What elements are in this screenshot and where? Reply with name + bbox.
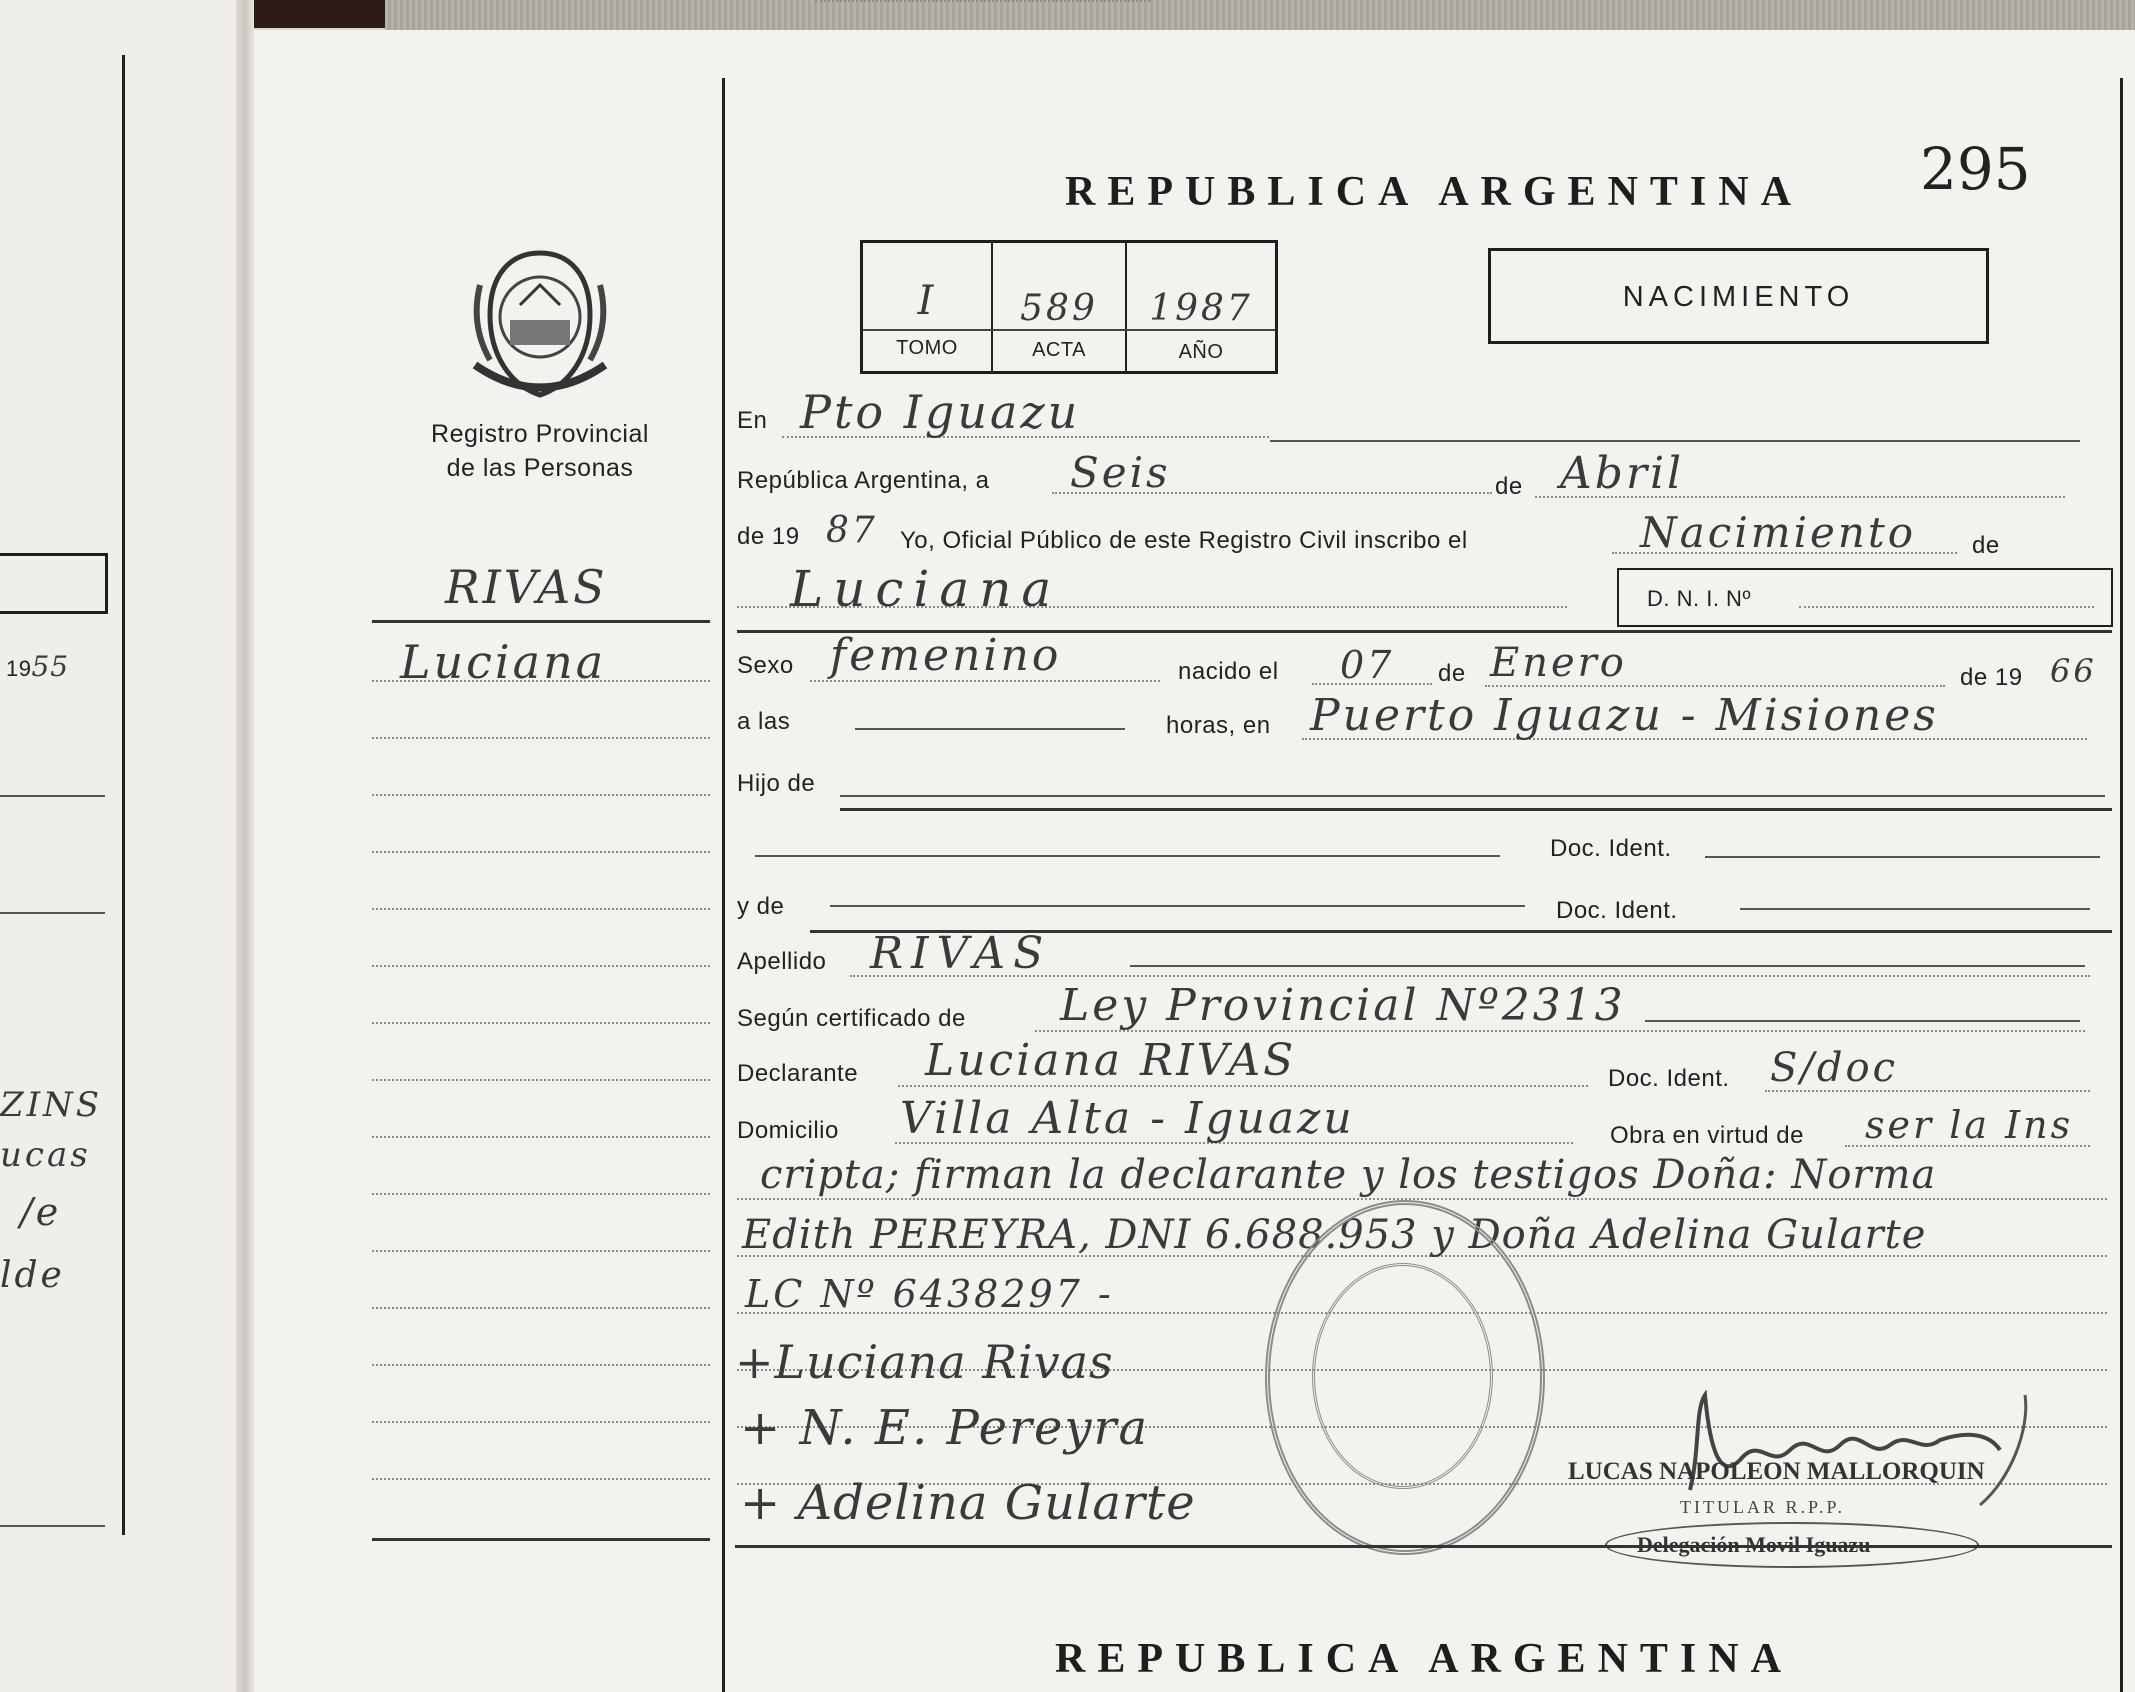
- day-value: Seis: [1070, 448, 1171, 497]
- en-label: En: [737, 407, 768, 434]
- margin-dotted-line: [372, 965, 710, 967]
- month-value: Abril: [1560, 448, 1685, 499]
- sexo-value: femenino: [830, 630, 1062, 681]
- obra-value: ser la Ins: [1865, 1103, 2074, 1147]
- official-title: TITULAR R.P.P.: [1680, 1497, 1846, 1517]
- solid-line: [1270, 440, 2080, 442]
- previous-page: [0, 0, 250, 1692]
- left-page-scribble: ucas: [0, 1135, 91, 1175]
- declarante-value: Luciana RIVAS: [925, 1035, 1297, 1086]
- page-gutter: [236, 0, 254, 1692]
- margin-bottom-rule: [372, 1538, 710, 1541]
- note-line: Edith PEREYRA, DNI 6.688.953 y Doña Adelina Gularte: [742, 1212, 1927, 1258]
- footer-title: REPUBLICA ARGENTINA: [1055, 1636, 1793, 1682]
- tipo-value: Nacimiento: [1640, 508, 1917, 557]
- solid-line: [1130, 965, 2085, 967]
- solid-line: [855, 728, 1125, 730]
- margin-dotted-line: [372, 1364, 710, 1366]
- de2-label: de: [1972, 532, 2000, 559]
- place-value: Pto Iguazu: [800, 385, 1081, 439]
- domicilio-value: Villa Alta - Iguazu: [900, 1093, 1355, 1144]
- left-page-rule: [0, 912, 105, 914]
- obra-label: Obra en virtud de: [1610, 1122, 1804, 1149]
- doc-ident-label: Doc. Ident.: [1550, 835, 1672, 862]
- registry-name-line1: Registro Provincial: [431, 420, 649, 448]
- apellido-label: Apellido: [737, 948, 827, 975]
- lugar-value: Puerto Iguazu - Misiones: [1310, 690, 1939, 741]
- margin-divider: [372, 620, 710, 623]
- solid-line: [1740, 908, 2090, 910]
- nacido-mes: Enero: [1490, 640, 1627, 686]
- segun-value: Ley Provincial Nº2313: [1060, 980, 1626, 1031]
- solid-line: [1705, 856, 2100, 858]
- record-id-box: [860, 240, 1278, 374]
- margin-surname: RIVAS: [445, 560, 608, 614]
- margin-dotted-line: [372, 1421, 710, 1423]
- nombre-value: Luciana: [790, 560, 1062, 618]
- note-line: cripta; firman la declarante y los testigos Doña: Norma: [760, 1152, 1937, 1198]
- book-binding: [385, 0, 2135, 34]
- dni-box: [1617, 568, 2113, 627]
- margin-dotted-line: [372, 851, 710, 853]
- nacido-label: nacido el: [1178, 658, 1279, 685]
- province-emblem: [465, 245, 615, 410]
- margin-dotted-line: [372, 908, 710, 910]
- left-page-box: [0, 553, 108, 614]
- margin-dotted-line: [372, 1478, 710, 1480]
- declarante-doc-value: S/doc: [1770, 1045, 1898, 1091]
- doc-ident-label: Doc. Ident.: [1608, 1065, 1730, 1092]
- margin-dotted-line: [372, 680, 710, 682]
- acta-value: 589: [1020, 288, 1098, 329]
- de-label: de: [1495, 473, 1523, 500]
- margin-dotted-line: [372, 1307, 710, 1309]
- solid-line: [1645, 1020, 2080, 1022]
- solid-line: [830, 905, 1525, 907]
- official-seal: [1265, 1200, 1545, 1555]
- country-title: REPUBLICA ARGENTINA: [1065, 169, 1803, 215]
- domicilio-label: Domicilio: [737, 1117, 839, 1144]
- dni-label: D. N. I. Nº: [1647, 586, 1751, 611]
- record-type-box: [1488, 248, 1989, 344]
- declarante-label: Declarante: [737, 1060, 859, 1087]
- year-value: 87: [826, 510, 878, 551]
- margin-dotted-line: [372, 1022, 710, 1024]
- dotted-line: [815, 0, 1150, 2]
- margin-given-name: Luciana: [400, 635, 607, 689]
- nacido-anio-label: de 19: [1960, 664, 2023, 691]
- margin-dotted-line: [372, 794, 710, 796]
- registry-name-line2: de las Personas: [446, 454, 634, 482]
- acta-label: ACTA: [1032, 339, 1086, 361]
- apellido-value: RIVAS: [870, 928, 1052, 979]
- y-de-label: y de: [737, 893, 785, 920]
- signature: +Luciana Rivas: [735, 1335, 1114, 1389]
- nacido-dia: 07: [1340, 643, 1395, 687]
- left-page-scribble: lde: [0, 1255, 65, 1296]
- left-page-scribble: /e: [20, 1190, 62, 1234]
- record-type: NACIMIENTO: [1622, 281, 1855, 313]
- signature: + Adelina Gularte: [740, 1475, 1196, 1531]
- segun-label: Según certificado de: [737, 1005, 966, 1032]
- solid-line: [755, 855, 1500, 857]
- section-divider: [840, 808, 2112, 811]
- official-name: LUCAS NAPOLEON MALLORQUIN: [1568, 1458, 1985, 1485]
- margin-column-line: [722, 78, 725, 1692]
- nacido-anio: 66: [2050, 652, 2097, 690]
- section-divider: [735, 1545, 2112, 1548]
- yo-label: Yo, Oficial Público de este Registro Civil inscribo el: [900, 527, 1468, 554]
- anio-label: AÑO: [1178, 341, 1224, 363]
- signature: + N. E. Pereyra: [740, 1400, 1150, 1456]
- margin-dotted-line: [372, 1136, 710, 1138]
- margin-dotted-line: [372, 1079, 710, 1081]
- year-label: de 19: [737, 523, 800, 550]
- left-page-scribble: ZINS: [0, 1085, 103, 1125]
- left-page-rule: [0, 795, 105, 797]
- page-number: 295: [1920, 135, 2031, 203]
- left-page-margin-line: [122, 55, 125, 1535]
- tomo-label: TOMO: [896, 337, 958, 359]
- anio-value: 1987: [1149, 288, 1253, 329]
- nacido-de-label: de: [1438, 660, 1466, 687]
- horas-label: horas, en: [1166, 712, 1271, 739]
- margin-dotted-line: [372, 1193, 710, 1195]
- republica-label: República Argentina, a: [737, 467, 990, 494]
- left-page-year: 1955: [6, 650, 70, 683]
- solid-line: [840, 795, 2105, 797]
- left-page-rule: [0, 1525, 105, 1527]
- margin-dotted-line: [372, 1250, 710, 1252]
- sexo-label: Sexo: [737, 652, 794, 679]
- a-las-label: a las: [737, 708, 791, 735]
- doc-ident-label: Doc. Ident.: [1556, 897, 1678, 924]
- page-right-border: [2120, 78, 2123, 1692]
- margin-dotted-line: [372, 737, 710, 739]
- tomo-value: I: [917, 278, 937, 324]
- note-dotted-line: [737, 1198, 2107, 1200]
- note-line: LC Nº 6438297 -: [745, 1272, 1114, 1316]
- hijo-label: Hijo de: [737, 770, 816, 797]
- official-signature-icon: [1680, 1390, 2040, 1510]
